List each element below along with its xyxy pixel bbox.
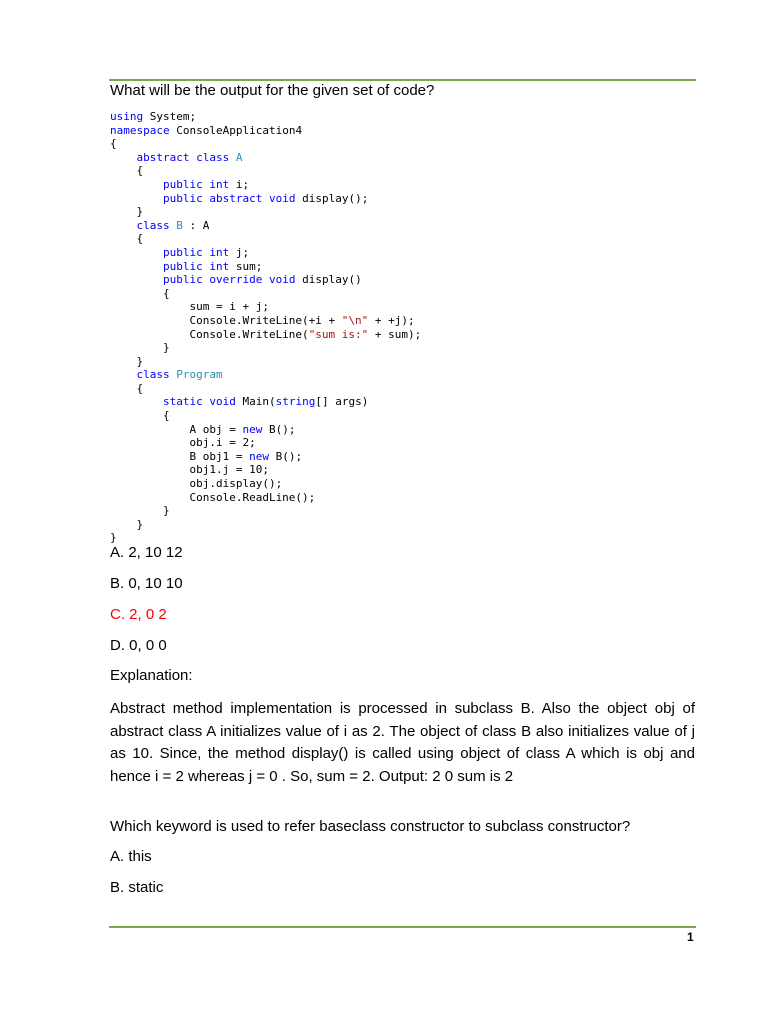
code-line: }: [110, 341, 170, 355]
code-line: Console.WriteLine(+i + "\n" + +j);: [110, 313, 415, 327]
code-line: }: [110, 517, 144, 531]
code-line: sum = i + j;: [110, 300, 269, 314]
code-line: }: [110, 354, 144, 368]
code-line: Console.WriteLine("sum is:" + sum);: [110, 327, 422, 341]
code-line: class B : A: [136, 218, 210, 232]
question-1-option-b: B. 0, 10 10: [110, 575, 183, 592]
code-line: Console.ReadLine();: [110, 490, 316, 504]
code-line: {: [110, 232, 144, 246]
explanation-heading: Explanation:: [110, 667, 193, 684]
code-line: obj.i = 2;: [110, 436, 256, 450]
code-line: obj.display();: [110, 477, 283, 491]
code-line: static void Main(string[] args): [162, 395, 369, 409]
code-line: public int i;: [162, 177, 250, 191]
question-1-option-a: A. 2, 10 12: [110, 544, 183, 561]
question-1-text: What will be the output for the given set of code?: [110, 82, 435, 99]
code-line: abstract class A: [136, 150, 243, 164]
code-line: {: [110, 409, 170, 423]
code-line: public int j;: [162, 245, 250, 259]
code-line: obj1.j = 10;: [110, 463, 269, 477]
code-line: public abstract void display();: [162, 191, 369, 205]
question-1-option-d: D. 0, 0 0: [110, 637, 167, 654]
question-2-text: Which keyword is used to refer baseclass constructor to subclass constructor?: [110, 818, 631, 835]
code-line: namespace ConsoleApplication4: [110, 123, 303, 137]
question-2-option-b: B. static: [110, 879, 164, 896]
code-line: {: [110, 137, 117, 151]
code-line: public override void display(): [162, 273, 362, 287]
code-line: {: [110, 164, 144, 178]
code-line: class Program: [136, 368, 223, 382]
code-line: {: [110, 381, 144, 395]
code-line: }: [110, 531, 117, 545]
code-line: public int sum;: [162, 259, 263, 273]
code-line: }: [110, 205, 144, 219]
footer-rule: [109, 926, 696, 928]
question-2-option-a: A. this: [110, 848, 152, 865]
code-line: }: [110, 504, 170, 518]
code-line: A obj = new B();: [110, 422, 296, 436]
page-number: 1: [687, 930, 694, 944]
explanation-text: Abstract method implementation is processed in subclass B. Also the object obj of abstract class A initializes value of i as 2. The object of class B also initializes value of j as 10. Since, the method display() is called using object of class A which is obj and hence i = 2 whereas j = 0 . So, sum = 2. Output: 2 0 sum is 2: [110, 700, 695, 785]
code-line: B obj1 = new B();: [110, 449, 303, 463]
code-line: {: [110, 286, 170, 300]
code-block: [110, 110, 421, 545]
question-1-option-c-correct: C. 2, 0 2: [110, 606, 167, 623]
code-line: using System;: [110, 110, 197, 123]
header-rule: [109, 79, 696, 81]
